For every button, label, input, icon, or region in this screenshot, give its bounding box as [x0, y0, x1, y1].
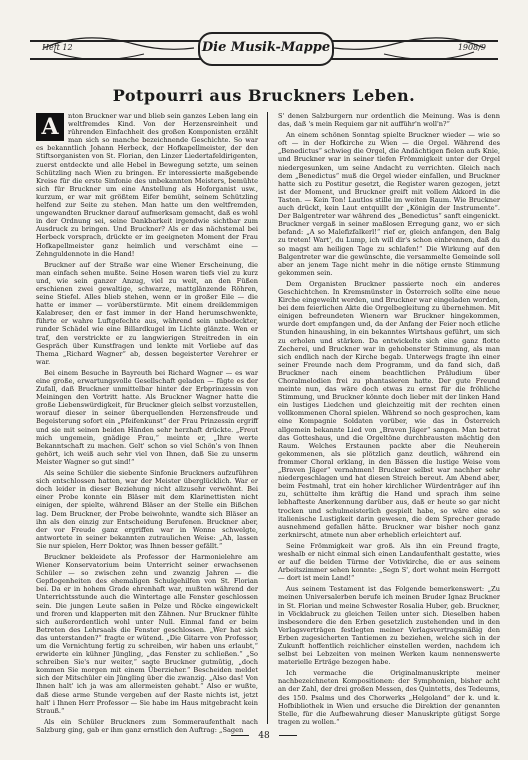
paragraph: An einem schönen Sonntag spielte Bruckner wieder — wie so oft — in der Hofkirche zu Wien — die Orgel. Während des „Benedictus“ schwieg die Orgel, die Andächtigen fielen aufs Knie, und Bruckner war in seiner tiefen Frömmigkeit unter der Orgel niedergesunken, um seine Andacht zu verrichten. Gleich nach dem „Benedictus“ muß die Orgel wieder einfallen, und Bruckner hatte sich zu Postitur gesetzt, die Register waren gezogen, jetzt ist der Moment, und Bruckner greift mit vollem Akkord in die Tasten. — Kein Ton! Lautlos stille im weiten Raum. Wie Bruckner auch drückt, kein Laut entquillt der „Königin der Instrumente“. Der Balgentreter war während des „Benedictus“ sanft eingenickt. Bruckner vergaß in seiner maßlosen Erregung ganz, wo er sich befand: „A so Malefizfalkerl!“ rief er, gleich anfangen, den Balg zu treten! Wart', du Lump, ich will dir's schon einbrennen, daß du so magst am heiligen Tage zu schlafen!“ Die Wirkung auf den Balgentreter war die gewünschte, die versammelte Gemeinde soll aber an jenem Tage nicht mehr in die nötige ernste Stimmung gekommen sein. [278, 131, 500, 277]
page-footer [0, 731, 528, 741]
article-body [36, 112, 500, 734]
paragraph: Bruckner auf der Straße war eine Wiener Erscheinung, die man einfach sehen mußte. Seine Hosen waren tiefs viel zu kurz und, wie sein ganzer Anzug, viel zu weit, an den Füßen erschienen zwei gewaltige, schwarze, mattglänzende Röhren, seine Stiefel. Alles blieb stehen, wenn er in großer Eile — die hatte er immer — vorüberstürmte. Mit einem dreiklemmigen Kalabreser, den er fast immer in der Hand herumschwenkte, führte er wahre Luftgefechte aus, während sein unbedeckter, runder Schädel wie eine Billardkugel im Lichte glänzte. Wen er traf, den verstrickte er zu langwierigen Streitreden in ein Gespräch über Kunstfragen und lenkte mit Vorliebe auf das Thema „Richard Wagner“ ab, dessen begeisterter Verehrer er war. [36, 260, 258, 366]
left-column [36, 112, 258, 734]
paragraph: Dem Organisten Bruckner passierte noch ein anderes Geschichtchen. In Kremsmünster in Österreich sollte eine neue Kirche eingeweiht werden, und Bruckner war eingeladen worden, bei dem feierlichen Akte die Orgelbegleitung zu übernehmen. Mit einigen befreundeten Wienern war Bruckner hingekommen, wurde dort empfangen und, da der Anfang der Feier noch etliche Stunden hinaushing, in ein bekanntes Wirtshaus geführt, um sich zu erholen und stärken. Da entwickelte sich eine ganz flotte Zecherei, und Bruckner war in gehobenster Stimmung, als man sich endlich nach der Kirche begab. Unterwegs fragte ihn einer seiner Freunde nach dem Programm, und da fand sich, daß Bruckner nach einem beachtlichen Präludium über Choralmelodien frei zu phantasieren hatte. Der gute Freund meinte nun, das wäre doch etwas zu ernst für die fröhliche Stimmung, und Bruckner könnte doch lieber mit der linken Hand ein lustiges Liedchen und gleichzeitig mit der rechten einen vollkommenen Choral spielen. Während so noch gesprochen, kam eine Kompagnie Soldaten vorüber, wie das in Österreich allgemein bekannte Lied von „Braven Jäger“ sangen. Man betrat das Gotteshaus, und die Orgeltöne durchbrausten mächtig den Raum. Welches Erstaunen packte aber die Neuherein gekommenen, als sie plötzlich ganz deutlich, während ein frommer Choral erklang, in den Bässen die lustige Weise vom „Braven Jäger“ vernahmen! Bruckner selbst war nachher sehr niedergeschlagen und hat diesen Streich bereut. Am Abend aber, beim Festmahl, trat ein hoher kirchlicher Würdenträger auf ihn zu, schüttelte ihm kräftig die Hand und sprach ihm seine lebhafteste Anerkennung darüber aus, daß er heute so gar nicht trocken und schulmeisterlich gespielt habe, so wäre eine so italienische Lustigkeit darin gewesen, die dem Sprecher gerade ausnehmend gefallen hätte. Bruckner war bisher noch ganz zerknirscht, atmete nun aber erheblich erleichtert auf. [278, 279, 500, 539]
paragraph: Bei einem Besuche in Bayreuth bei Richard Wagner — es war eine große, erwartungsvolle Gesellschaft geladen — fügte es der Zufall, daß Bruckner unmittelbar hinter der Erbprinzessin von Meiningen den Vortritt hatte. Als Bruckner Wagner hatte die große Liebenswürdigkeit, für Bruckner gleich selbst vorzustellen, worauf dieser in seiner überquellenden Herzensfreude und Begeisterung sofort ein „Pfeifenkunst“ der Frau Prinzessin ergriff und sie mit seinen beiden Händen sehr herzhaft drückte. „Freut mich ungemein, gnädige Frau,“ meinte er, „Ihre werte Bekanntschaft zu machen. Gelt' schon so viel Schön's von Ihnen gehört, ich weiß auch sehr viel von Ihnen, daß Sie zu unserm Meister Wagner so gut sind!“ [36, 368, 258, 466]
magazine-header [30, 26, 498, 70]
magazine-title: Die Musik-Mappe [198, 32, 334, 66]
volume-year: 1908/9 [457, 43, 486, 52]
page-number: 48 [258, 731, 270, 741]
drop-cap: A [36, 113, 64, 141]
footer-dash-right [279, 735, 297, 736]
article-title: Potpourri aus Bruckners Leben. [112, 86, 416, 105]
paragraph: Als ein Schüler Bruckners zum Sommeraufenthalt nach Salzburg ging, gab er ihm ganz ernstlich den Auftrag: „Sagen [36, 717, 258, 734]
paragraph: Seine Frömmigkeit war groß. Als ihn ein Freund fragte, weshalb er nicht einmal sich einen Landaufenthalt gestatte, wies er auf die beiden Türme der Votivkirche, die er aus seinem Arbeitszimmer sehen konnte: „Segn S', dort wohnt mein Herrgott — dort ist mein Land!“ [278, 541, 500, 583]
paragraph: Ich vermache die Originalmanuskripte meiner nachbezeichneten Kompositionen: der Symphonien, bisher acht an der Zahl, der drei großen Messen, des Quintetts, des Tedeums, des 150. Psalms und des Chorwerks „Helgoland“ der k. und k. Hofbibliothek in Wien und ersuche die Direktion der genannten Stelle, für die Aufbewahrung dieser Manuskripte gütigst Sorge tragen zu wollen.“ [278, 669, 500, 726]
paragraph: Bruckner bekleidete als Professor der Harmonielehre am Wiener Konservatorium beim Unterricht seiner erwachsenen Schüler — so zwischen zehn und zwanzig Jahren — die Gepflogenheiten des ehemaligen Schulgehilfen von St. Florian bei. Da er in hohem Grade ehrenhaft war, mußten während der Unterrichtsstunde auch die Wintertage alle Fenster geschlossen sein. Die jungen Leute saßen in Pelze und Röcke eingewickelt und froren und klapperten mit den Zähnen. Nur Bruckner fühlte sich außerordentlich wohl unter Null. Einmal fand er beim Betreten des Lehrsaals die Fenster geschlossen. „Wer hat sich das unterstanden?“ fragte er wütend. „Die Gitarre von Professor, um die Vernichtung fertig zu schreiben, wir haben uns erlaubt,“ erwiderte ein kühner Jüngling, „das Fenster zu schließen.“ „So schreiben Sie's nur weiter,“ sagte Bruckner gutmütig, „doch kommen Sie morgen mit einem Überzieher.“ Bescheiden meldet sich der Mitschüler ein Jüngling über die zwanzig. „Also das! Von Ihnen halt' ich ja was am allermeisten gehabt.“ Also er wußte, daß diese arme Stunde vergeben auf der Raste nichts ist, jetzt halt' i Ihnen Herr Professor — Sie habe im Haus mitgebracht kein Strauß.“ [36, 552, 258, 715]
issue-number: Heft 12 [42, 43, 73, 52]
paragraph: Als seine Schüler die siebente Sinfonie Bruckners aufzuführen sich entschlossen hatten, war der Meister überglücklich. War er doch leider in dieser Beziehung nicht allzusehr verwöhnt. Bei einer Probe konnte ein Bläser mit dem Klarinettisten nicht einigen, der spielte, während Bläser an der Stelle ein Bißchen lag. Dem Bruckner, der Probe beiwohnte, wandte sich Bläser an ihn als den einzig zur Entscheidung Berufenen. Bruckner aber, der vor Freude ganz ergriffen war in Wonne schwelgte, antwortete in seiner bekannten zutraulichen Weise: „Ah, lassen Sie nur spielen, Herr Doktor, was Ihnen besser gefällt.“ [36, 469, 258, 550]
column-divider [267, 112, 268, 724]
paragraph: nton Bruckner war und blieb sein ganzes Leben lang ein weltfremdes Kind. Von der Herzensreinheit und rührenden Einfachheit des großen Komponisten erzählt man sich so manche bezeichnende Geschichte. So war es bekanntlich Johann Herbeck, der Hofkapellmeister, der den Stiftsorganisten von St. Florian, den Linzer Liedertafeldirigenten, zuerst entdeckte und alle Hebel in Bewegung setzte, um seinen Schützling nach Wien zu bringen. Er interessierte maßgebende Kreise für die erste Sinfonie des unbekannten Meisters, bemühte sich für Bruckner um eine Anstellung als Hoforganist usw., kurzum, er war mit größtem Eifer bemüht, seinem Schützling helfend zur Seite zu stehen. Man hatte um den weltfremden, ungewandten Bruckner darauf aufmerksam gemacht, daß es wohl in der Ordnung sei, seine Dankbarkeit irgendwie sichtbar zum Ausdruck zu bringen. Und Bruckner? Als er das nächstemal bei Herbeck vorsprach, drückte er im geeigneten Moment der Frau Hofkapellmeister ganz heimlich und verschämt eine — Zehnguldennote in die Hand! [36, 112, 258, 258]
footer-dash-left [231, 735, 249, 736]
paragraph: S' denen Salzburgern nur ordentlich die Meinung. Was is denn das, daß 's mein Requiem gar nit aufführ'n woll'n?“ [278, 112, 500, 129]
right-column [278, 112, 500, 724]
paragraph: Aus seinem Testament ist das Folgende bemerkenswert: „Zu meinen Universalerben berufe ich meinen Bruder Ignaz Bruckner in St. Florian und meine Schwester Rosalia Huber, geb. Bruckner, in Vöcklabruck zu gleichen Teilen unter sich. Dieselben haben insbesondere die den Erben gesetzlich zustehenden und in den Verlagsverträgen festlegten meiner Verlagsvertragsmäßig den Erben zugesicherten Tantiemen zu beziehen, welche sich in der Zukunft hoffentlich reichlicher einstellen werden, nachdem ich selbst bei Lebzeiten von meinen Werken kaum nennenswerte materielle Erträge bezogen habe. [278, 585, 500, 667]
